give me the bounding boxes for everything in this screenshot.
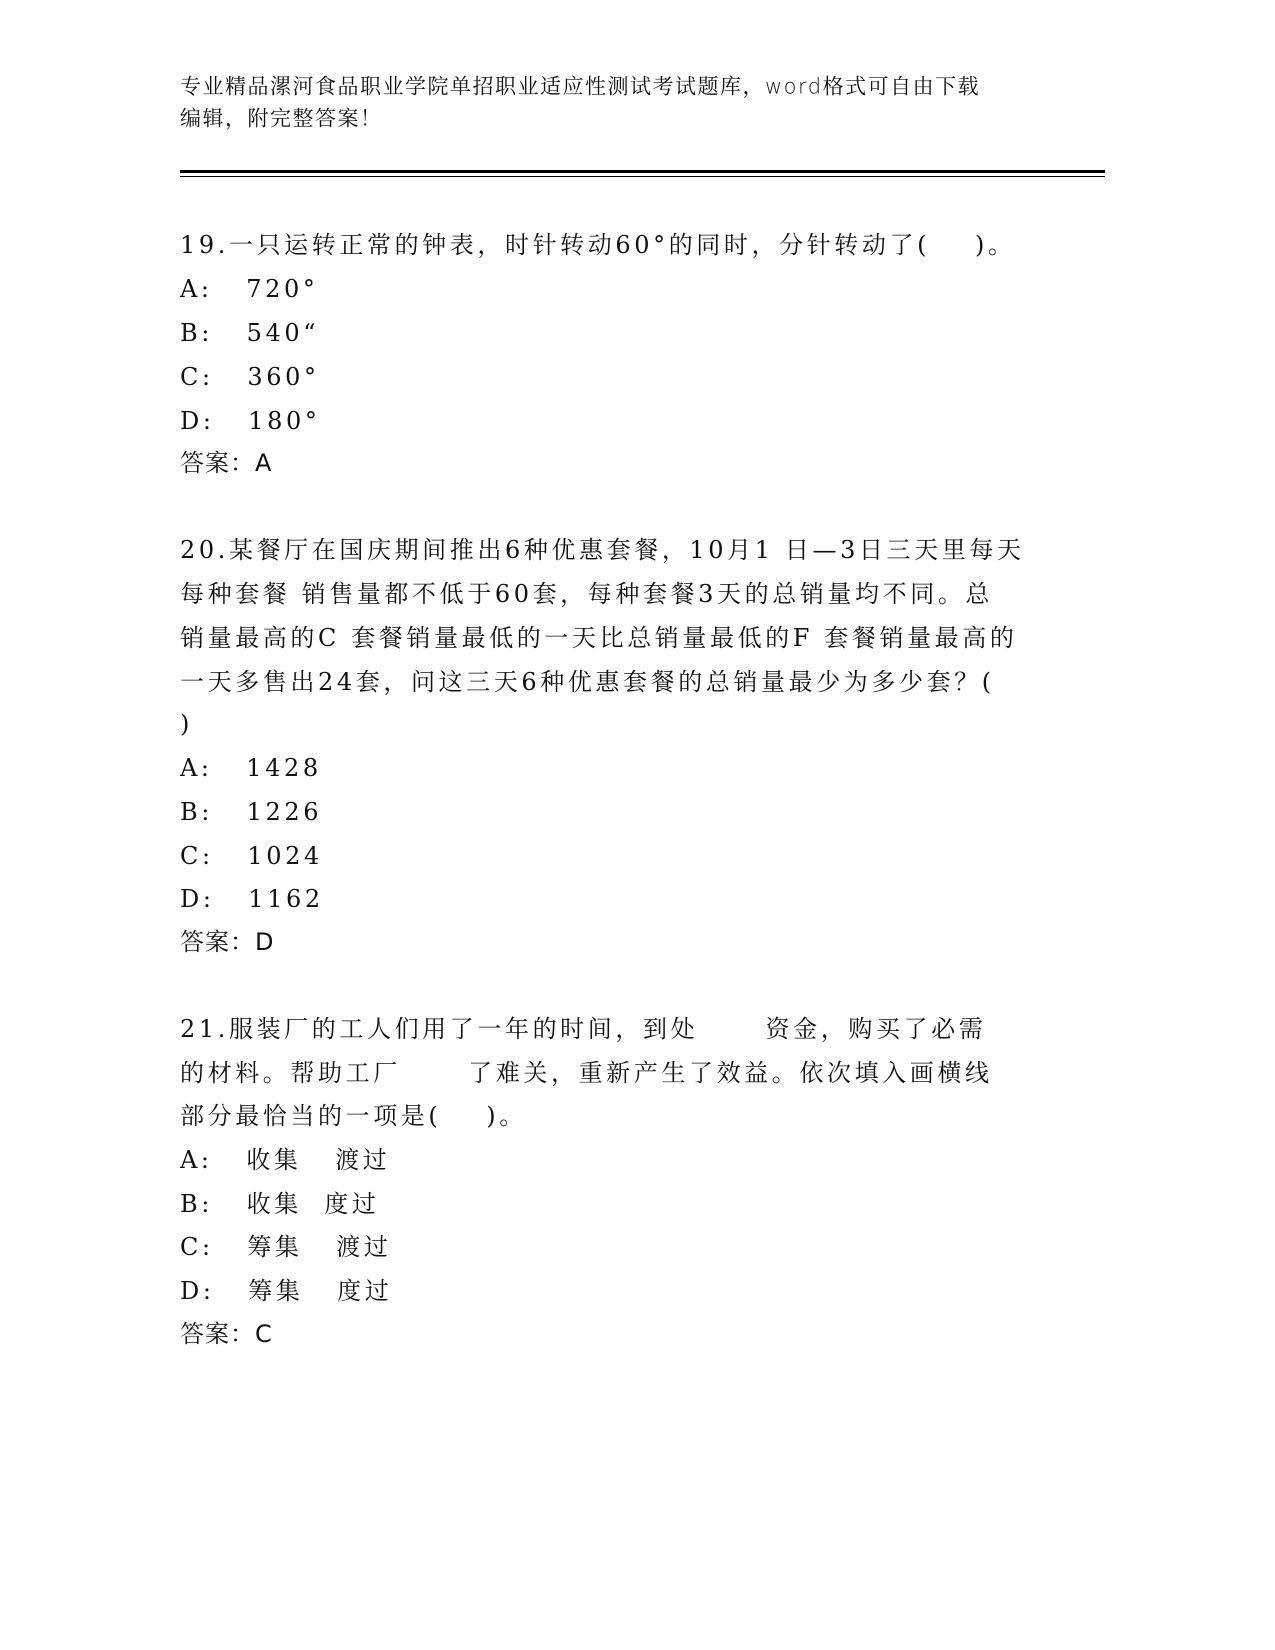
header-divider-thin [180, 176, 1105, 177]
header-line: 编辑，附完整答案！ [180, 106, 383, 131]
question-stem: 的材料。帮助工厂 了难关，重新产生了效益。依次填入画横线 [180, 1059, 993, 1087]
option-a: A: 收集 渡过 [180, 1146, 391, 1174]
option-d: D: 1162 [180, 885, 324, 913]
answer: 答案：C [180, 1320, 273, 1348]
option-b: B: 收集 度过 [180, 1190, 380, 1218]
option-d: D: 筹集 度过 [180, 1277, 393, 1305]
option-c: C: 1024 [180, 842, 323, 870]
question-stem: 20.某餐厅在国庆期间推出6种优惠套餐，10月1 日—3日三天里每天 [180, 536, 1025, 564]
answer: 答案：D [180, 928, 275, 956]
question-stem: 每种套餐 销售量都不低于60套，每种套餐3天的总销量均不同。总 [180, 580, 994, 608]
question-stem: ) [180, 710, 193, 738]
question-stem: 销量最高的C 套餐销量最低的一天比总销量最低的F 套餐销量最高的 [180, 624, 1018, 652]
option-c: C: 筹集 渡过 [180, 1233, 392, 1261]
option-a: A: 1428 [180, 754, 322, 782]
answer: 答案：A [180, 449, 273, 477]
option-a: A: 720° [180, 275, 319, 303]
question-stem: 一天多售出24套，问这三天6种优惠套餐的总销量最少为多少套？( [180, 668, 995, 696]
option-d: D: 180° [180, 407, 321, 435]
option-b: B: 1226 [180, 798, 323, 826]
header-divider [180, 170, 1105, 173]
question-stem: 21.服装厂的工人们用了一年的时间，到处 资金，购买了必需 [180, 1015, 987, 1043]
option-b: B: 540“ [180, 319, 320, 347]
header-line: 专业精品漯河食品职业学院单招职业适应性测试考试题库，word格式可自由下载 [180, 74, 981, 99]
question-stem: 19.一只运转正常的钟表，时针转动60°的同时，分针转动了( )。 [180, 231, 1016, 259]
option-c: C: 360° [180, 363, 320, 391]
question-stem: 部分最恰当的一项是( )。 [180, 1102, 527, 1130]
